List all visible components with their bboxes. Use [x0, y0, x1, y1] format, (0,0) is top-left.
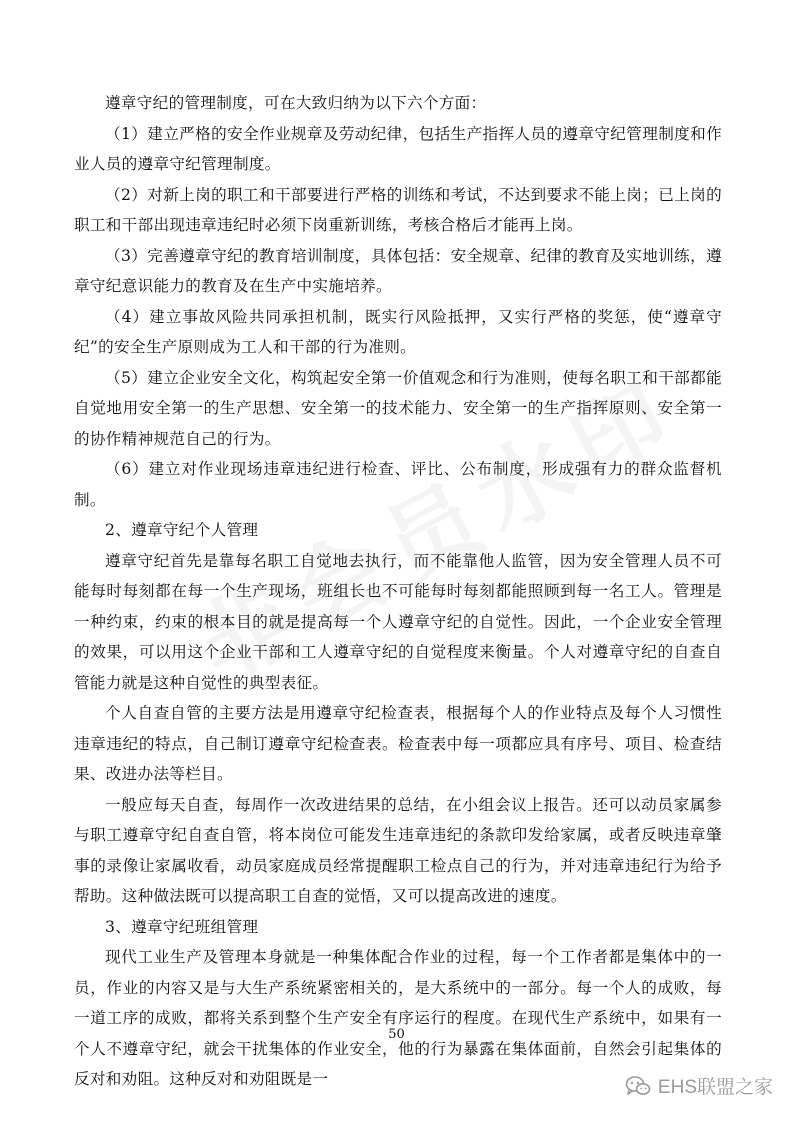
paragraph: （5）建立企业安全文化，构筑起安全第一价值观念和行为准则，使每名职工和干部都能自觉地用安全第一的生产思想、安全第一的技术能力、安全第一的生产指挥原则、安全第一的协作精神规范自己的行为。: [74, 368, 722, 448]
paragraph: 个人自查自管的主要方法是用遵章守纪检查表，根据每个人的作业特点及每个人习惯性违章违纪的特点，自己制订遵章守纪检查表。检查表中每一项都应具有序号、项目、检查结果、改进办法等栏目。: [74, 704, 722, 783]
document-body: [74, 88, 722, 1095]
paragraph: （1）建立严格的安全作业规章及劳动纪律，包括生产指挥人员的遵章守纪管理制度和作业人员的遵章守纪管理制度。: [74, 124, 722, 173]
paragraph: （2）对新上岗的职工和干部要进行严格的训练和考试，不达到要求不能上岗；已上岗的职工和干部出现违章违纪时必须下岗重新训练，考核合格后才能再上岗。: [74, 185, 722, 234]
brand-watermark: [625, 1072, 773, 1099]
brand-name: EHS联盟之家: [657, 1077, 773, 1098]
paragraph: （6）建立对作业现场违章违纪进行检查、评比、公布制度，形成强有力的群众监督机制。: [74, 460, 722, 509]
paragraph: 遵章守纪首先是靠每名职工自觉地去执行，而不能靠他人监管，因为安全管理人员不可能每时每刻都在每一个生产现场，班组长也不可能每时每刻都能照顾到每一名工人。管理是一种约束，约束的根本目的就是提高每一个人遵章守纪的自觉性。因此，一个企业安全管理的效果，可以用这个企业干部和工人遵章守纪的自觉程度来衡量。个人对遵章守纪的自查自管能力就是这种自觉性的典型表征。: [74, 551, 722, 692]
section-heading: 3、遵章守纪班组管理: [105, 917, 259, 936]
paragraph: 现代工业生产及管理本身就是一种集体配合作业的过程，每一个工作者都是集体中的一员，作业的内容又是与大生产系统紧密相关的，是大系统中的一部分。每一个人的成败，每一道工序的成败，都将关系到整个生产安全有序运行的程度。在现代生产系统中，如果有一个人不遵章守纪，就会干扰集体的作业安全，他的行为暴露在集体面前，自然会引起集体的反对和劝阻。这种反对和劝阻既是一: [74, 948, 722, 1088]
paragraph: （4）建立事故风险共同承担机制，既实行风险抵押，又实行严格的奖惩，使“遵章守纪”的安全生产原则成为工人和干部的行为准则。: [74, 307, 722, 356]
paragraph: 一般应每天自查，每周作一次改进结果的总结，在小组会议上报告。还可以动员家属参与职工遵章守纪自查自管，将本岗位可能发生违章违纪的条款印发给家属，或者反映违章肇事的录像让家属收看，动员家庭成员经常提醒职工检点自己的行为，并对违章违纪行为给予帮助。这种做法既可以提高职工自查的觉悟，又可以提高改进的速度。: [74, 795, 722, 905]
paragraph: 遵章守纪的管理制度，可在大致归纳为以下六个方面：: [105, 94, 487, 112]
page-number: 50: [388, 1027, 405, 1042]
section-heading: 2、遵章守纪个人管理: [105, 521, 259, 539]
wechat-icon: [625, 1075, 651, 1097]
paragraph: （3）完善遵章守纪的教育培训制度，具体包括：安全规章、纪律的教育及实地训练，遵章守纪意识能力的教育及在生产中实施培养。: [74, 246, 722, 295]
